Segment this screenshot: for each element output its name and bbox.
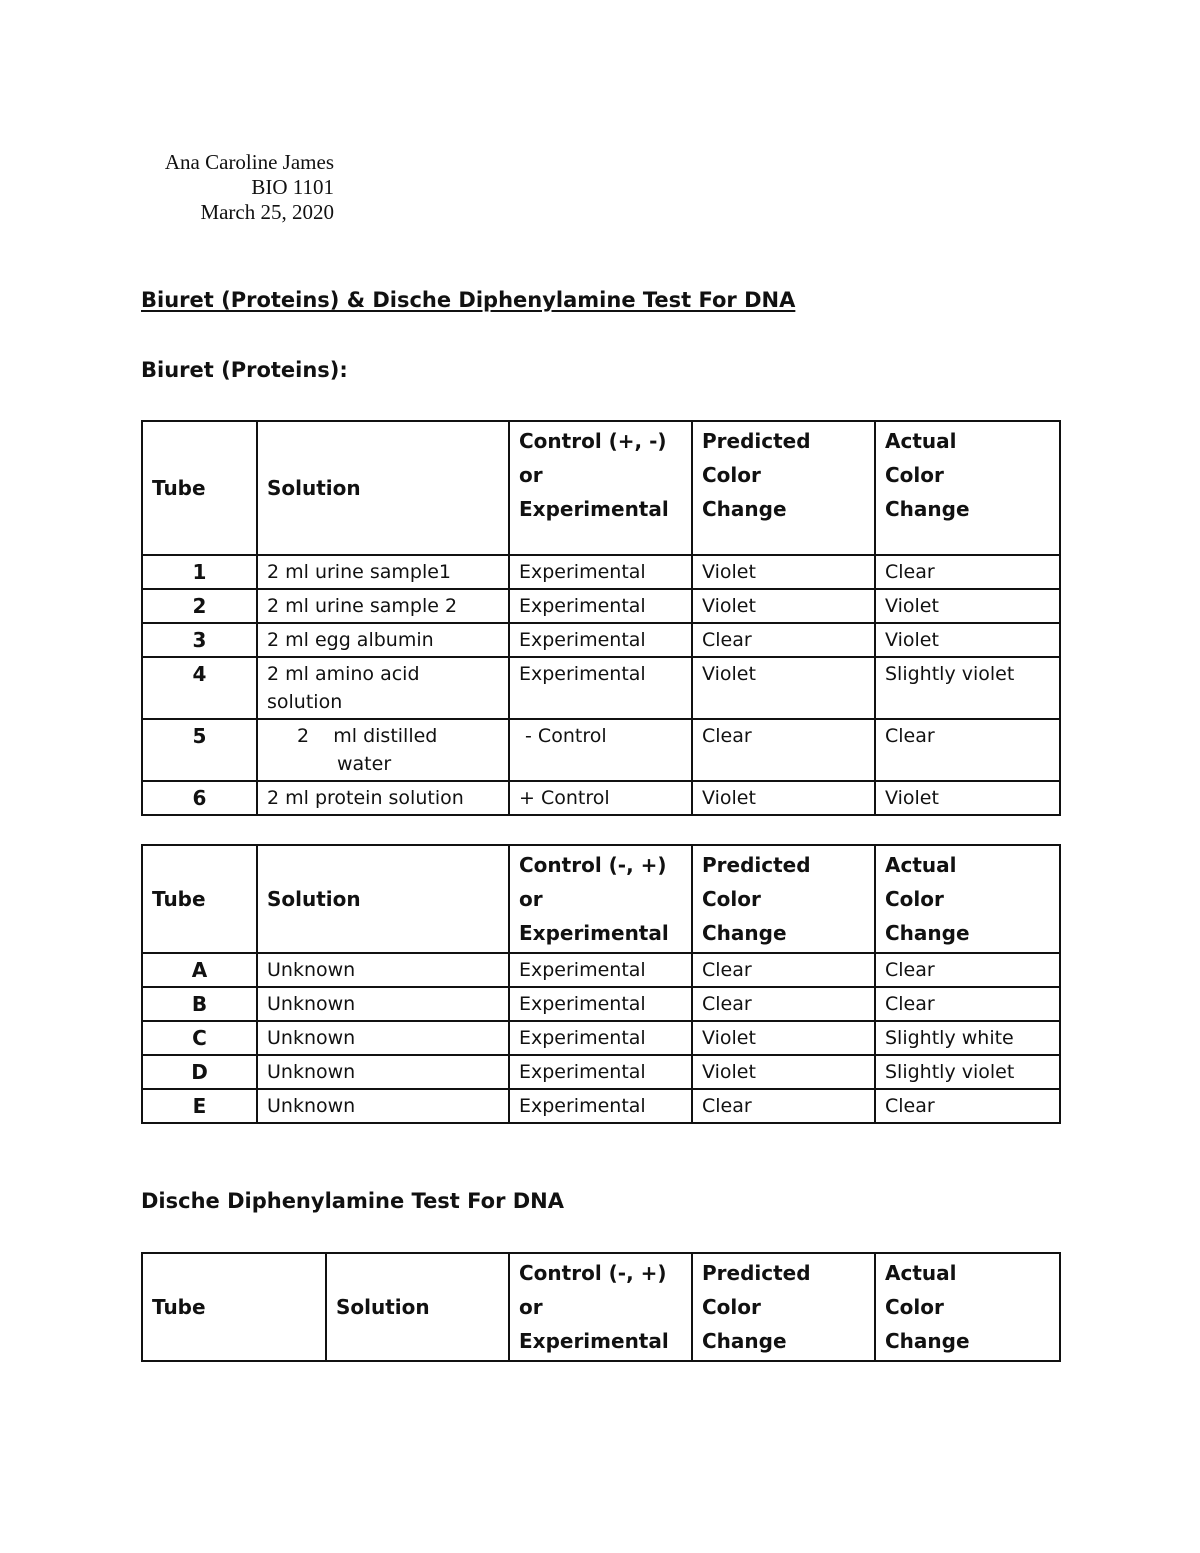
table-row <box>142 1055 1060 1089</box>
predicted-cell: Clear <box>692 623 875 657</box>
solution-text-continued: water <box>337 753 392 775</box>
solution-cell: Unknown <box>257 1089 509 1123</box>
header-predicted <box>692 845 875 953</box>
header-actual <box>875 845 1060 953</box>
header-solution: Solution <box>257 845 509 953</box>
header-line: or <box>519 887 543 911</box>
header-control <box>509 421 692 555</box>
actual-cell: Clear <box>875 555 1060 589</box>
tube-cell: 6 <box>142 781 257 815</box>
document-date: March 25, 2020 <box>200 200 334 224</box>
actual-cell: Violet <box>875 781 1060 815</box>
tube-cell: 1 <box>142 555 257 589</box>
header-line: Change <box>702 921 787 945</box>
header-line: or <box>519 1295 543 1319</box>
header-line: Color <box>885 463 944 487</box>
control-cell: Experimental <box>509 589 692 623</box>
header-tube: Tube <box>142 845 257 953</box>
table-row <box>142 657 1060 719</box>
predicted-cell: Clear <box>692 987 875 1021</box>
predicted-cell: Clear <box>692 953 875 987</box>
course-code: BIO 1101 <box>251 175 334 199</box>
tube-cell: 2 <box>142 589 257 623</box>
author-name: Ana Caroline James <box>164 150 334 174</box>
header-tube: Tube <box>142 1253 326 1361</box>
header-tube: Tube <box>142 421 257 555</box>
actual-cell: Clear <box>875 1089 1060 1123</box>
header-line: Control (-, +) <box>519 853 667 877</box>
table-header-row <box>142 845 1060 953</box>
dische-table <box>141 1252 1061 1362</box>
control-cell: Experimental <box>509 555 692 589</box>
solution-text: ml distilled <box>333 725 438 747</box>
control-cell: Experimental <box>509 953 692 987</box>
table-row <box>142 555 1060 589</box>
header-predicted <box>692 421 875 555</box>
actual-cell: Clear <box>875 987 1060 1021</box>
table-row <box>142 1021 1060 1055</box>
actual-cell: Slightly white <box>875 1021 1060 1055</box>
biuret-section-title: Biuret (Proteins): <box>141 358 348 382</box>
header-line: Change <box>702 497 787 521</box>
header-line: Color <box>885 1295 944 1319</box>
table-row <box>142 781 1060 815</box>
tube-cell: A <box>142 953 257 987</box>
author-header <box>141 150 334 225</box>
header-line: Control (-, +) <box>519 1261 667 1285</box>
table-row <box>142 1089 1060 1123</box>
header-actual <box>875 421 1060 555</box>
tube-cell: C <box>142 1021 257 1055</box>
table-row <box>142 719 1060 781</box>
header-line: Color <box>702 463 761 487</box>
actual-cell: Slightly violet <box>875 1055 1060 1089</box>
header-solution: Solution <box>326 1253 509 1361</box>
predicted-cell: Clear <box>692 719 875 781</box>
table-row <box>142 987 1060 1021</box>
predicted-cell: Violet <box>692 1021 875 1055</box>
table-row <box>142 623 1060 657</box>
header-line: Actual <box>885 1261 957 1285</box>
header-line: Change <box>885 921 970 945</box>
actual-cell: Violet <box>875 589 1060 623</box>
header-line: Experimental <box>519 1329 669 1353</box>
control-cell: + Control <box>509 781 692 815</box>
tube-cell: B <box>142 987 257 1021</box>
header-line: Predicted <box>702 429 811 453</box>
tube-cell: E <box>142 1089 257 1123</box>
predicted-cell: Clear <box>692 1089 875 1123</box>
control-cell: - Control <box>509 719 692 781</box>
predicted-cell: Violet <box>692 1055 875 1089</box>
tube-cell: D <box>142 1055 257 1089</box>
control-cell: Experimental <box>509 623 692 657</box>
table-row <box>142 589 1060 623</box>
header-line: Change <box>885 497 970 521</box>
solution-cell: 2 ml protein solution <box>257 781 509 815</box>
control-cell: Experimental <box>509 1089 692 1123</box>
solution-cell: 2 ml egg albumin <box>257 623 509 657</box>
header-line: Change <box>885 1329 970 1353</box>
solution-cell <box>257 719 509 781</box>
header-solution: Solution <box>257 421 509 555</box>
document-title: Biuret (Proteins) & Dische Diphenylamine Test For DNA <box>141 288 796 312</box>
tube-cell: 3 <box>142 623 257 657</box>
solution-cell: Unknown <box>257 1021 509 1055</box>
predicted-cell: Violet <box>692 555 875 589</box>
header-actual <box>875 1253 1060 1361</box>
actual-cell: Clear <box>875 953 1060 987</box>
header-line: Color <box>885 887 944 911</box>
solution-cell: Unknown <box>257 953 509 987</box>
header-line: Actual <box>885 853 957 877</box>
control-cell: Experimental <box>509 987 692 1021</box>
header-predicted <box>692 1253 875 1361</box>
predicted-cell: Violet <box>692 657 875 719</box>
actual-cell: Violet <box>875 623 1060 657</box>
predicted-cell: Violet <box>692 781 875 815</box>
biuret-table <box>141 420 1061 816</box>
solution-cell: 2 ml urine sample 2 <box>257 589 509 623</box>
actual-cell: Slightly violet <box>875 657 1060 719</box>
header-line: Change <box>702 1329 787 1353</box>
header-control <box>509 845 692 953</box>
solution-cell: Unknown <box>257 987 509 1021</box>
control-cell: Experimental <box>509 657 692 719</box>
tube-cell: 5 <box>142 719 257 781</box>
header-line: Experimental <box>519 921 669 945</box>
table-header-row <box>142 1253 1060 1361</box>
unknowns-table <box>141 844 1061 1124</box>
header-line: Color <box>702 1295 761 1319</box>
dische-section-title: Dische Diphenylamine Test For DNA <box>141 1189 565 1213</box>
header-line: Predicted <box>702 1261 811 1285</box>
tube-cell: 4 <box>142 657 257 719</box>
header-line: Predicted <box>702 853 811 877</box>
control-cell: Experimental <box>509 1021 692 1055</box>
table-row <box>142 953 1060 987</box>
solution-cell: 2 ml amino acid solution <box>257 657 509 719</box>
solution-cell: 2 ml urine sample1 <box>257 555 509 589</box>
header-line: Experimental <box>519 497 669 521</box>
header-line: Color <box>702 887 761 911</box>
predicted-cell: Violet <box>692 589 875 623</box>
header-line: Control (+, -) <box>519 429 667 453</box>
solution-cell: Unknown <box>257 1055 509 1089</box>
header-line: or <box>519 463 543 487</box>
actual-cell: Clear <box>875 719 1060 781</box>
solution-amount: 2 <box>297 725 310 747</box>
header-line: Actual <box>885 429 957 453</box>
header-control <box>509 1253 692 1361</box>
table-header-row <box>142 421 1060 555</box>
control-cell: Experimental <box>509 1055 692 1089</box>
